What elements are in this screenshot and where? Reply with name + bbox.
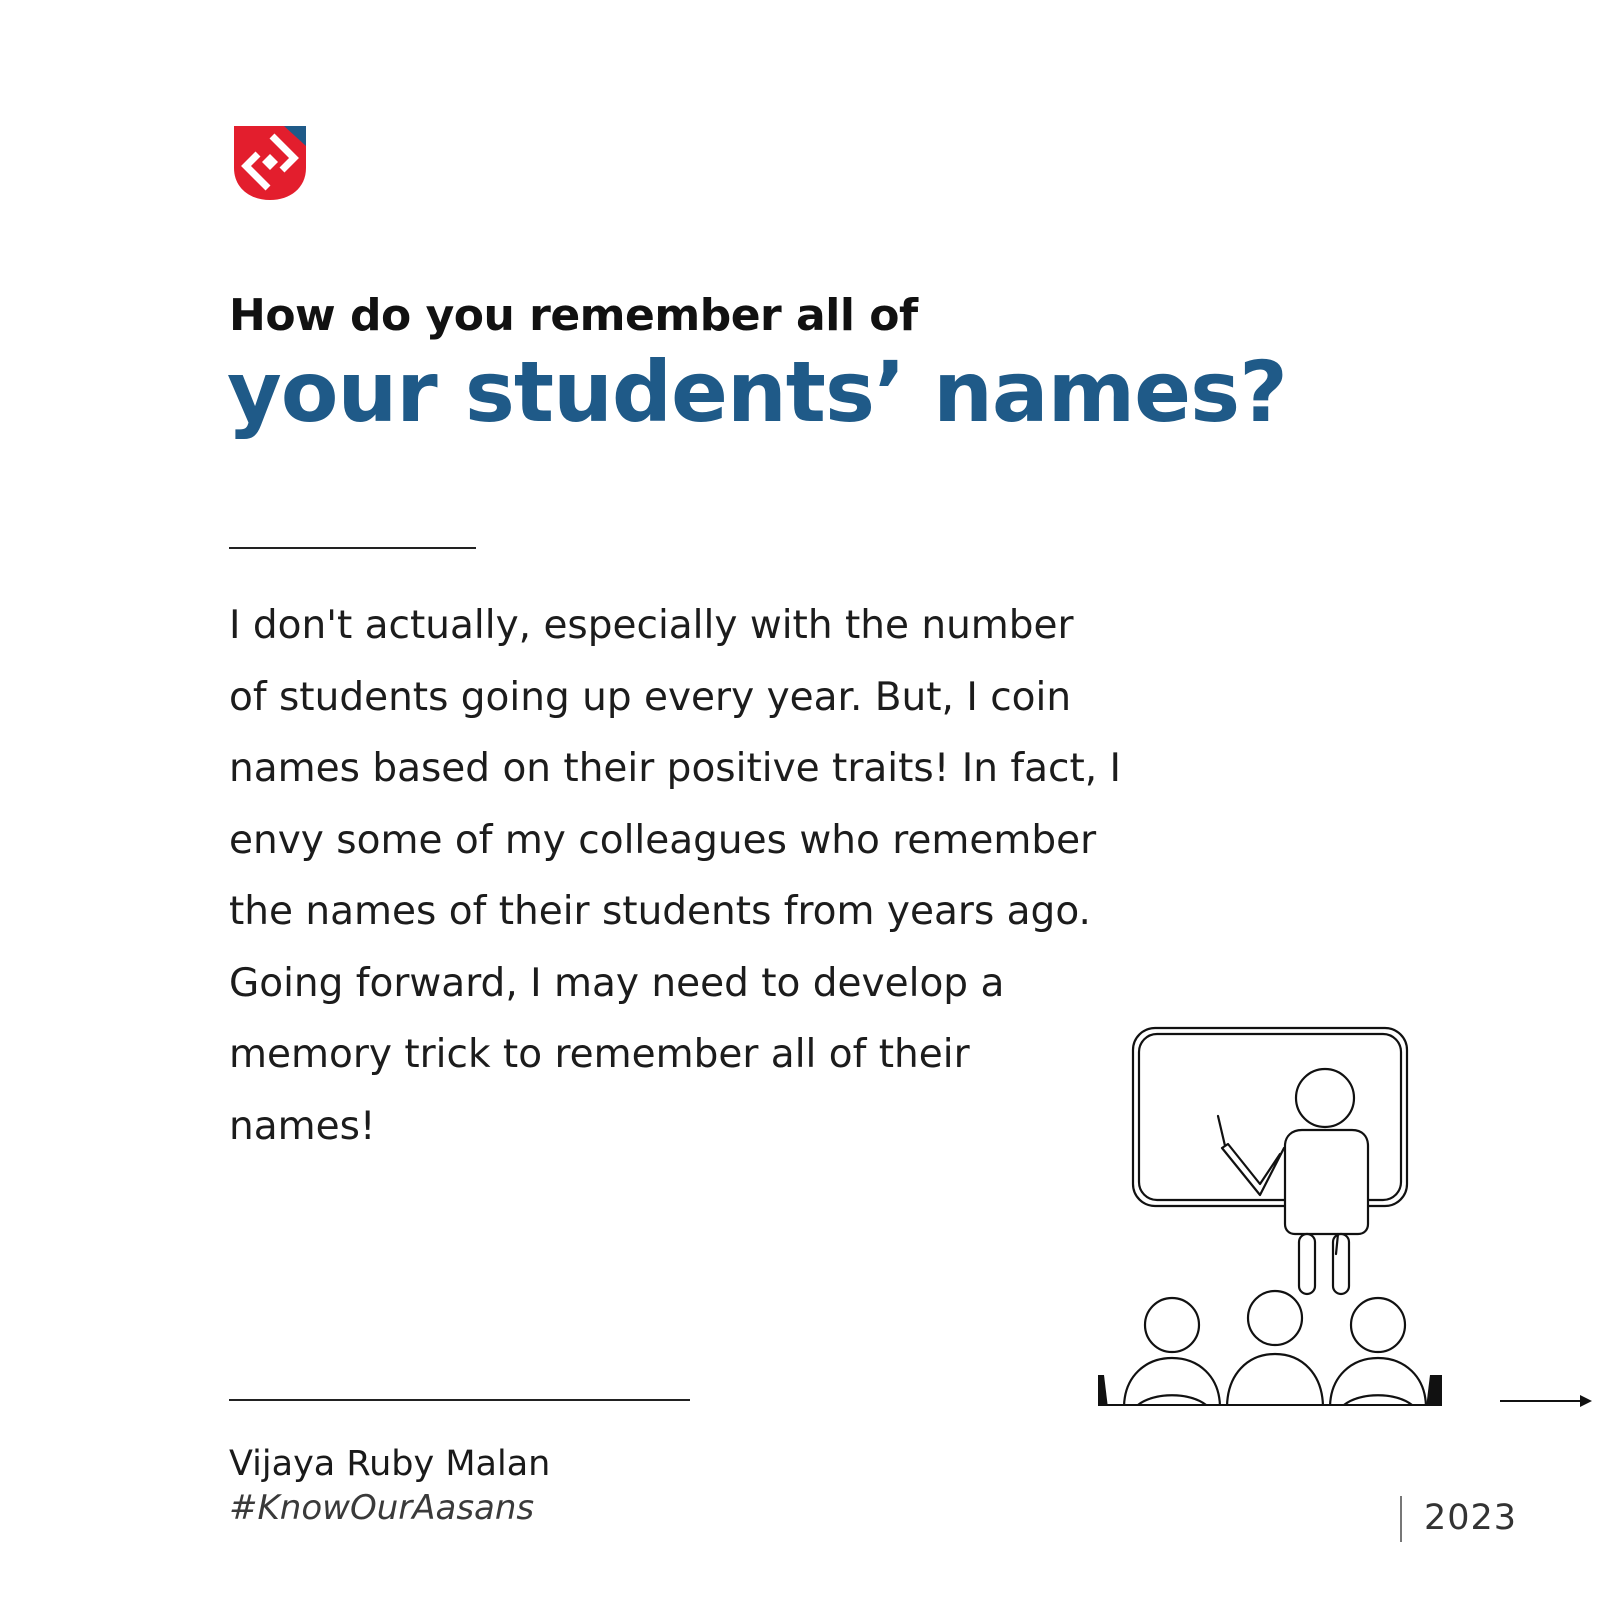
answer-line: envy some of my colleagues who remember (229, 817, 1097, 863)
answer-line: Going forward, I may need to develop a (229, 960, 1005, 1006)
answer-line: names based on their positive traits! In fact, I (229, 746, 1122, 791)
hashtag[interactable]: #KnowOurAasans (229, 1488, 535, 1528)
answer-line: I don't actually, especially with the number (229, 603, 1074, 648)
answer-line: memory trick to remember all of their (229, 1032, 970, 1077)
year-divider (1400, 1496, 1402, 1542)
question-line-2: your students’ names? (227, 343, 1287, 441)
year-label: 2023 (1424, 1498, 1518, 1538)
answer-text (229, 590, 1209, 1162)
divider (229, 547, 476, 549)
answer-line: names! (229, 1103, 376, 1149)
answer-line: of students going up every year. But, I coin (229, 674, 1072, 720)
footer-divider (229, 1399, 690, 1401)
author-name: Vijaya Ruby Malan (229, 1444, 551, 1484)
answer-line: the names of their students from years ago. (229, 889, 1091, 934)
teacher-classroom-icon (1080, 1020, 1450, 1406)
question-line-1: How do you remember all of (229, 290, 918, 341)
arrow-right-icon[interactable] (1500, 1391, 1592, 1411)
shield-logo-icon (232, 124, 308, 202)
